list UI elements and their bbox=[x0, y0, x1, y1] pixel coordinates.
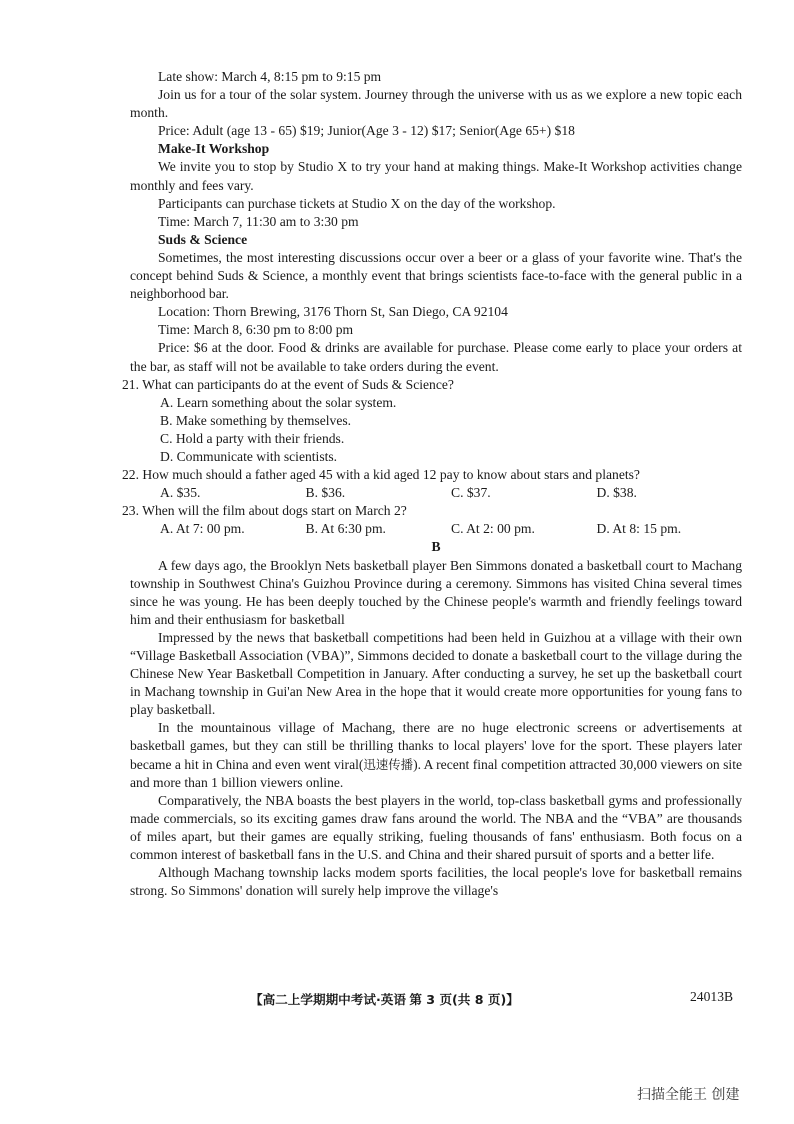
q21-option-a: A. Learn something about the solar system. bbox=[160, 394, 397, 410]
makeit-heading: Make-It Workshop bbox=[158, 141, 270, 157]
q23-option-d: D. At 8: 15 pm. bbox=[596, 521, 682, 537]
section-b-heading: B bbox=[431, 539, 441, 555]
tour-paragraph: Join us for a tour of the solar system. Journey through the universe with us as we explore a new topic each month. bbox=[130, 87, 742, 121]
q23-option-a: A. At 7: 00 pm. bbox=[160, 521, 245, 537]
q21-option-d: D. Communicate with scientists. bbox=[160, 448, 338, 464]
page-footer bbox=[250, 989, 519, 1008]
makeit-time: Time: March 7, 11:30 am to 3:30 pm bbox=[158, 213, 359, 229]
passage-paragraph-4: Comparatively, the NBA boasts the best players in the world, top-class basketball gyms and professionally made commercials, so its exciting games draw fans around the world. The NBA and the “VBA” are thousands of miles apart, but their games are equally striking, fueling thousands of fans' enthusiasm. Both focus on a common interest of basketball fans in the U.S. and China and their shared pursuit of sports and a better life. bbox=[130, 792, 742, 863]
scanner-watermark: 扫描全能王 创建 bbox=[637, 1087, 740, 1103]
suds-paragraph: Sometimes, the most interesting discussions occur over a beer or a glass of your favorite wine. That's the concept behind Suds & Science, a monthly event that brings scientists face-to-face with the general public in a neighborhood bar. bbox=[130, 249, 742, 302]
passage-paragraph-2: Impressed by the news that basketball competitions had been held in Guizhou at a village with their own “Village Basketball Association (VBA)”, Simmons decided to donate a basketball court to the village during the Chinese New Year Basketball Competition in January. After conducting a survey, he set up the basketball court in Machang township in Gui'an New Area in the hope that it would create more opportunities for young fans to play basketball. bbox=[130, 629, 742, 718]
passage-paragraph-5: Although Machang township lacks modem sports facilities, the local people's love for basketball remains strong. So Simmons' donation will surely help improve the village's bbox=[130, 865, 742, 899]
passage-p3-text: In the mountainous village of Machang, there are no huge electronic screens or advertisements at basketball games, but they can still be thrilling thanks to local players' love for the sport. These players later became a hit in China and even went viral( bbox=[130, 720, 742, 772]
makeit-paragraph-2: Participants can purchase tickets at Studio X on the day of the workshop. bbox=[158, 195, 556, 211]
footer-exam-title: 【高二上学期期中考试·英语 bbox=[250, 992, 406, 1007]
question-21-stem: 21. What can participants do at the event of Suds & Science? bbox=[122, 376, 454, 392]
suds-heading: Suds & Science bbox=[158, 231, 248, 247]
makeit-paragraph-1: We invite you to stop by Studio X to try your hand at making things. Make-It Workshop activities change monthly and fees vary. bbox=[130, 159, 742, 193]
q23-option-c: C. At 2: 00 pm. bbox=[451, 521, 535, 537]
q22-options bbox=[130, 484, 742, 502]
suds-time: Time: March 8, 6:30 pm to 8:00 pm bbox=[158, 322, 354, 338]
q23-options bbox=[130, 520, 742, 538]
footer-code: 24013B bbox=[690, 989, 734, 1004]
late-show-line: Late show: March 4, 8:15 pm to 9:15 pm bbox=[158, 69, 382, 84]
q22-option-a: A. $35. bbox=[160, 485, 201, 501]
q22-option-c: C. $37. bbox=[451, 485, 491, 501]
passage-p3-gloss: 迅速传播 bbox=[363, 756, 414, 772]
q21-option-c: C. Hold a party with their friends. bbox=[160, 430, 345, 446]
q22-option-b: B. $36. bbox=[305, 485, 346, 501]
planetarium-price: Price: Adult (age 13 - 65) $19; Junior(Age 3 - 12) $17; Senior(Age 65+) $18 bbox=[158, 123, 575, 139]
q21-option-b: B. Make something by themselves. bbox=[160, 412, 352, 428]
question-23-stem: 23. When will the film about dogs start on March 2? bbox=[122, 503, 407, 519]
page-body bbox=[122, 68, 743, 900]
q23-option-b: B. At 6:30 pm. bbox=[305, 521, 386, 537]
passage-paragraph-3 bbox=[130, 719, 742, 791]
passage-paragraph-1: A few days ago, the Brooklyn Nets basketball player Ben Simmons donated a basketball court to Machang township in Southwest China's Guizhou Province during a ceremony. Simmons has visited China several times since he was young. He has been deeply touched by the Chinese people's warmth and friendly feelings toward him and their enthusiasm for basketball bbox=[130, 557, 742, 627]
question-22-stem: 22. How much should a father aged 45 with a kid aged 12 pay to know about stars and planets? bbox=[122, 467, 640, 483]
passage-p3-text-end: ). A recent final competition attracted 30,000 viewers on site and more than 1 billion viewers online. bbox=[130, 756, 743, 790]
suds-location: Location: Thorn Brewing, 3176 Thorn St, San Diego, CA 92104 bbox=[158, 304, 508, 320]
suds-price: Price: $6 at the door. Food & drinks are available for purchase. Please come early to place your orders at the bar, as staff will not be available to take orders during the event. bbox=[130, 340, 742, 374]
q22-option-d: D. $38. bbox=[596, 485, 637, 501]
footer-page-number: 第 3 页(共 8 页)】 bbox=[409, 992, 519, 1007]
